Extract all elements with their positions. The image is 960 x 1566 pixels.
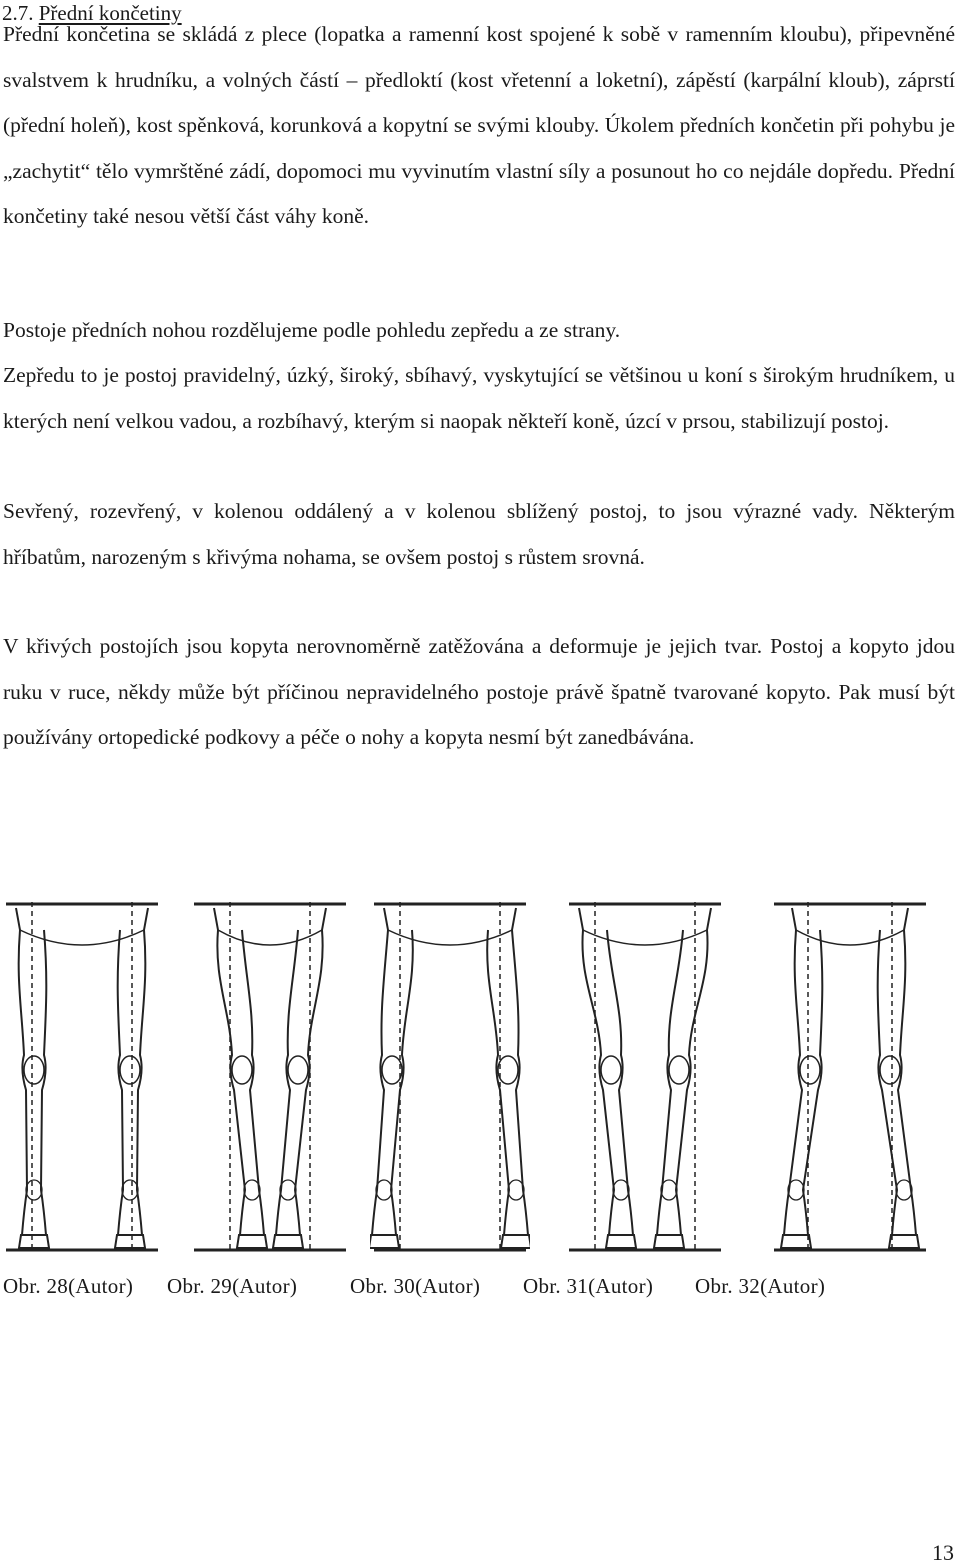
left-knee-joint: [800, 1056, 820, 1084]
right-knee-joint: [498, 1056, 518, 1084]
left-hoof: [370, 1235, 399, 1248]
figure-caption: Obr. 30(Autor): [350, 1274, 481, 1298]
right-fetlock-joint: [896, 1180, 912, 1200]
right-leg-outline: [276, 930, 323, 1235]
right-fetlock-joint: [280, 1180, 296, 1200]
upper-arm-outline: [16, 908, 148, 930]
chest-outline: [388, 930, 512, 945]
left-fetlock-joint: [244, 1180, 260, 1200]
figure-30: [370, 890, 530, 1260]
left-fetlock-joint: [376, 1180, 392, 1200]
left-knee-joint: [24, 1056, 44, 1084]
chest-outline: [583, 930, 707, 945]
chest-outline: [796, 930, 904, 945]
left-fetlock-joint: [788, 1180, 804, 1200]
chest-outline: [20, 930, 144, 945]
page-number: 13: [932, 1540, 954, 1565]
right-knee-joint: [880, 1056, 900, 1084]
figure-caption: Obr. 29(Autor): [167, 1274, 298, 1298]
figure-28: [2, 890, 162, 1260]
section-number: 2.7.: [2, 1, 34, 25]
paragraph-5: V křivých postojích jsou kopyta nerovnoměrně zatěžována a deformuje je jejich tvar. Postoj a kopyto jdou ruku v ruce, někdy může být příčinou nepravidelného postoje právě špatně tvarované kopyto. Pak musí být používány ortopedické podkovy a péče o nohy a kopyta nesmí být zanedbávána.: [3, 634, 955, 749]
leg-stance-drawing: [565, 890, 725, 1260]
upper-arm-outline: [214, 908, 326, 930]
leg-stance-drawing: [370, 890, 530, 1260]
left-hoof: [606, 1235, 636, 1248]
upper-arm-outline: [792, 908, 908, 930]
right-knee-joint: [669, 1056, 689, 1084]
right-fetlock-joint: [661, 1180, 677, 1200]
left-leg-outline: [784, 930, 822, 1235]
paragraph-1: Přední končetina se skládá z plece (lopatka a ramenní kost spojené k sobě v ramenním kloubu), připevněné svalstvem k hrudníku, a volných částí – předloktí (kost vřetenní a loketní), zápěstí (karpální kloub), záprstí (přední holeň), kost spěnková, korunková a kopytní se svými klouby. Úkolem předních končetin při pohybu je „zachytit“ tělo vymrštěné zádí, dopomoci mu vyvinutím vlastní síly a posunout ho co nejdále dopředu. Přední končetiny také nesou větší část váhy koně.: [3, 22, 955, 228]
left-fetlock-joint: [613, 1180, 629, 1200]
left-fetlock-joint: [26, 1180, 42, 1200]
upper-arm-outline: [384, 908, 516, 930]
stance-figures: [0, 890, 960, 1260]
left-leg-outline: [217, 930, 264, 1235]
paragraph-3: Zepředu to je postoj pravidelný, úzký, široký, sbíhavý, vyskytující se většinou u koní s širokým hrudníkem, u kterých není velkou vadou, a rozbíhavý, kterým si naopak někteří koně, úzcí v prsou, stabilizují postoj.: [3, 363, 955, 433]
section-title: Přední končetiny: [38, 1, 182, 25]
left-knee-joint: [382, 1056, 402, 1084]
leg-stance-drawing: [2, 890, 162, 1260]
right-knee-joint: [120, 1056, 140, 1084]
left-hoof: [781, 1235, 811, 1248]
right-knee-joint: [288, 1056, 308, 1084]
leg-stance-drawing: [190, 890, 350, 1260]
left-hoof: [19, 1235, 49, 1248]
figure-31: [565, 890, 725, 1260]
right-leg-outline: [878, 930, 916, 1235]
right-hoof: [115, 1235, 145, 1248]
paragraph-4: Sevřený, rozevřený, v kolenou oddálený a v kolenou sblížený postoj, to jsou výrazné vady. Některým hříbatům, narozeným s křivýma nohama, se ovšem postoj s růstem srovná.: [3, 499, 955, 569]
left-hoof: [237, 1235, 267, 1248]
left-knee-joint: [601, 1056, 621, 1084]
chest-outline: [218, 930, 322, 945]
right-hoof: [501, 1235, 530, 1248]
leg-stance-drawing: [770, 890, 930, 1260]
figure-caption: Obr. 28(Autor): [3, 1274, 134, 1298]
figure-29: [190, 890, 350, 1260]
figure-caption: Obr. 32(Autor): [695, 1274, 826, 1298]
right-hoof: [889, 1235, 919, 1248]
paragraph-2: Postoje předních nohou rozdělujeme podle pohledu zepředu a ze strany.: [3, 318, 621, 342]
right-fetlock-joint: [508, 1180, 524, 1200]
upper-arm-outline: [579, 908, 711, 930]
right-fetlock-joint: [122, 1180, 138, 1200]
right-hoof: [654, 1235, 684, 1248]
right-hoof: [273, 1235, 303, 1248]
figure-32: [770, 890, 930, 1260]
left-knee-joint: [232, 1056, 252, 1084]
figure-caption: Obr. 31(Autor): [523, 1274, 654, 1298]
